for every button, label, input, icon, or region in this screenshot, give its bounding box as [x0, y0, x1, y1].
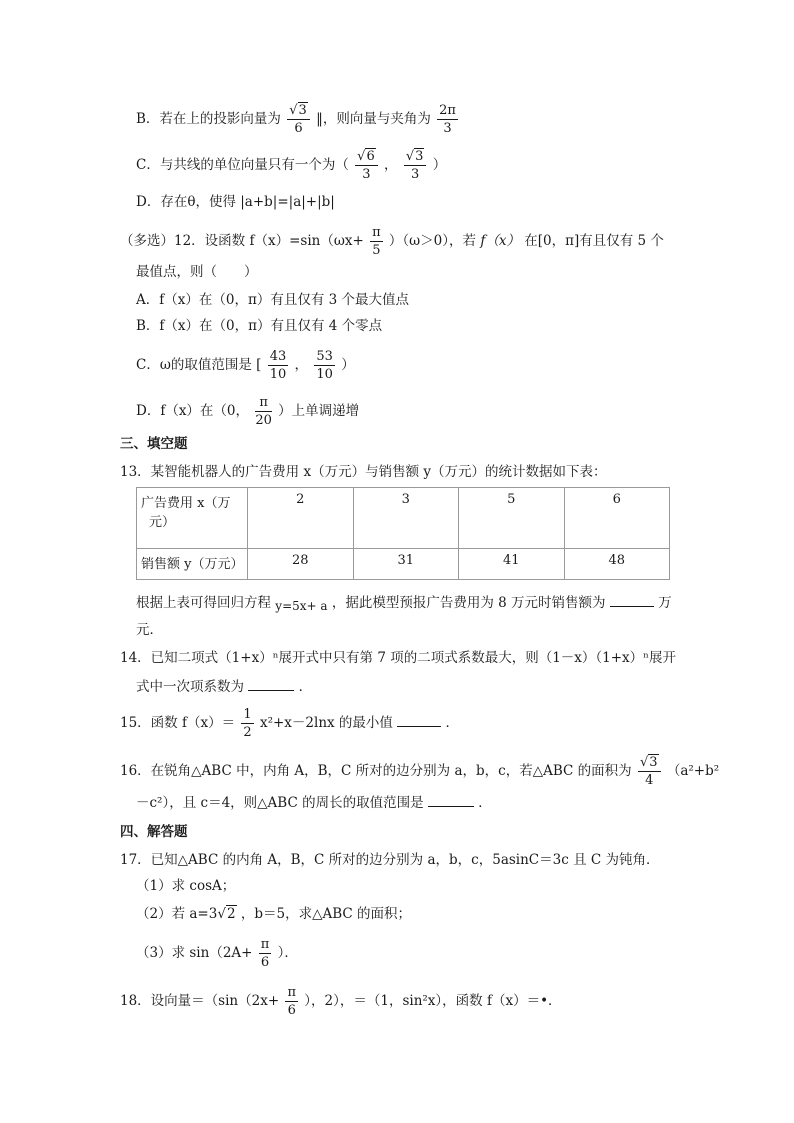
q12-stem	[120, 226, 664, 257]
q11-option-c-fraction2	[404, 150, 427, 181]
q12-tail: 在[0，π]有且仅有 5 个	[524, 233, 664, 249]
q16-tail: （a²+b²	[666, 763, 720, 779]
q16-fraction-num: √3	[638, 756, 661, 772]
q11-option-b-fraction2-num: 2π	[439, 103, 456, 118]
q12-fraction-num: π	[372, 225, 381, 240]
q12-option-d-fraction-den: 20	[255, 413, 272, 428]
q11-option-c-prefix: C．与共线的单位向量只有一个为（	[136, 157, 349, 173]
q12-fraction	[370, 226, 383, 257]
q11-option-c-fraction2-num: √3	[404, 150, 427, 166]
table-row	[137, 549, 670, 580]
q12-option-a: A．f（x）在（0，π）有且仅有 3 个最大值点	[136, 292, 409, 308]
q13-data-table	[136, 487, 670, 580]
section-answer-title: 四、解答题	[120, 824, 188, 840]
q16-stem-line2	[136, 792, 492, 813]
q17-stem: 17．已知△ABC 的内角 A，B，C 所对的边分别为 a，b，c，5asinC＝3c 且 C 为钝角．	[120, 852, 660, 868]
q14-answer-blank[interactable]	[248, 676, 294, 691]
q11-option-c-fraction1-num: √6	[355, 150, 378, 166]
q17-part2-suffix: ，b＝5，求△ABC 的面积；	[240, 906, 411, 922]
q13-after-line2: 元．	[136, 622, 163, 638]
q16-fraction-den: 4	[645, 773, 654, 788]
q11-option-d-expression: |a+b|=|a|+|b|	[240, 194, 335, 210]
q11-option-b-prefix: B．若在上的投影向量为	[136, 111, 281, 127]
q15-fraction	[241, 708, 253, 739]
q17-part3-fraction	[259, 938, 272, 969]
table-cell: 3	[353, 488, 459, 549]
q12-option-d	[136, 396, 359, 427]
q11-option-c-fraction2-den: 3	[410, 167, 420, 182]
q17-part3-prefix: （3）求 sin（2A+	[136, 945, 253, 961]
q11-option-c-radicand1: 6	[366, 149, 375, 164]
q12-option-c-comma: ，	[294, 357, 309, 373]
q12-option-b: B．f（x）在（0，π）有且仅有 4 个零点	[136, 318, 383, 334]
q16-line2-suffix: ．	[478, 795, 492, 811]
q12-option-c-prefix: C．ω的取值范围是 [	[136, 357, 262, 373]
q11-option-b-fraction	[287, 104, 310, 135]
q13-after-suffix: ，据此模型预报广告费用为 8 万元时销售额为	[331, 595, 606, 611]
q17-part2-radicand: 2	[226, 906, 236, 922]
q18-stem	[120, 986, 562, 1017]
q15-rest: x²+x－2lnx 的最小值	[259, 715, 393, 731]
q12-option-c-fraction2	[314, 350, 335, 381]
q11-option-d-prefix: D．存在θ，使得	[136, 194, 236, 210]
q12-option-d-fraction-num: π	[255, 396, 272, 412]
table-cell: 2	[248, 488, 354, 549]
q13-after-prefix: 根据上表可得回归方程	[136, 595, 271, 611]
q15-fraction-num: 1	[243, 707, 252, 722]
q14-stem-line2	[136, 676, 312, 697]
q13-row1-label	[137, 488, 248, 549]
q18-fraction-num: π	[287, 985, 296, 1000]
q17-part2-prefix: （2）若 a=3	[136, 906, 218, 922]
q18-fraction-den: 6	[287, 1003, 296, 1018]
table-cell: 31	[353, 549, 459, 580]
q13-row1-label-line1: 广告费用 x（万	[141, 496, 231, 511]
q12-option-c-fraction1	[268, 350, 289, 381]
q12-option-c-fraction1-den: 10	[269, 367, 287, 382]
q16-radicand: 3	[649, 755, 658, 770]
q17-part1: （1）求 cosA；	[136, 878, 236, 894]
q15-prefix: 15．函数 f（x）＝	[120, 715, 236, 731]
q16-prefix: 16．在锐角△ABC 中，内角 A，B，C 所对的边分别为 a，b，c，若△ABC 的面积为	[120, 763, 632, 779]
q11-option-d	[136, 192, 335, 212]
q16-line2-prefix: －c²），且 c＝4，则△ABC 的周长的取值范围是	[136, 795, 424, 811]
q17-part3-suffix: ）．	[277, 945, 298, 961]
q12-option-d-suffix: ）上单调递增	[278, 403, 360, 419]
q11-option-c-radicand2: 3	[415, 149, 424, 164]
q12-option-d-prefix: D．f（x）在（0，	[136, 403, 250, 419]
q11-option-c-suffix: ）	[432, 157, 447, 173]
q14-line2-prefix: 式中一次项系数为	[136, 679, 244, 695]
q12-fx: f（x）	[480, 233, 520, 249]
q11-option-b-fraction-num: √3	[287, 104, 310, 120]
q11-option-c-fraction1-den: 3	[362, 167, 371, 182]
q12-option-d-fraction	[255, 396, 272, 427]
q11-option-b-mid: ‖，则向量与夹角为	[316, 111, 431, 127]
q17-part3	[136, 938, 298, 969]
q11-option-b-radicand: 3	[298, 103, 307, 118]
q12-function: f（x）=sin（ωx+	[249, 233, 364, 249]
q12-stem-line2: 最值点，则（ ）	[136, 264, 258, 280]
q13-after-unit: 万	[658, 595, 672, 611]
q12-option-c	[136, 350, 355, 381]
q11-option-c	[136, 150, 446, 181]
q13-row1-label-line2: 元）	[149, 515, 176, 530]
q16-answer-blank[interactable]	[428, 792, 474, 807]
q15-suffix: ．	[445, 715, 460, 731]
table-cell: 48	[564, 549, 670, 580]
q11-option-b-fraction-den: 6	[294, 121, 303, 136]
q17-part2: （2）若 a=3√2 ，b＝5，求△ABC 的面积；	[136, 906, 411, 922]
table-cell: 6	[564, 488, 670, 549]
q13-after-table	[136, 592, 672, 613]
section-fill-in-title: 三、填空题	[120, 436, 188, 452]
q17-part3-fraction-den: 6	[260, 955, 270, 970]
q15-fraction-den: 2	[243, 725, 252, 740]
q14-line2-suffix: ．	[298, 679, 313, 695]
q12-mid: ）（ω＞0），若	[388, 233, 477, 249]
q18-suffix: ），2），＝（1，sin²x），函数 f（x）＝•．	[304, 993, 562, 1009]
q11-option-c-fraction1	[355, 150, 378, 181]
table-cell: 28	[248, 549, 354, 580]
q15-answer-blank[interactable]	[397, 712, 441, 727]
table-cell: 5	[459, 488, 565, 549]
table-cell: 41	[459, 549, 565, 580]
q16-stem	[120, 756, 719, 787]
q13-answer-blank[interactable]	[610, 592, 654, 607]
q15-stem	[120, 708, 459, 739]
q13-row2-label: 销售额 y（万元）	[137, 549, 248, 580]
q18-prefix: 18．设向量＝（sin（2x+	[120, 993, 280, 1009]
q18-fraction	[285, 986, 298, 1017]
q12-prefix: （多选）12．设函数	[120, 233, 246, 249]
q16-fraction	[638, 756, 661, 787]
q11-option-c-comma: ，	[384, 157, 398, 173]
q11-option-b-fraction2	[437, 104, 458, 135]
q13-regression-equation: y=5x+ a	[275, 599, 328, 613]
table-row	[137, 488, 670, 549]
q14-stem: 14．已知二项式（1+x）ⁿ展开式中只有第 7 项的二项式系数最大，则（1－x）（1+x）ⁿ展开	[120, 650, 677, 666]
q12-option-c-fraction2-num: 53	[316, 349, 333, 364]
q12-option-c-fraction1-num: 43	[269, 349, 287, 364]
q12-fraction-den: 5	[372, 243, 381, 258]
q12-option-c-fraction2-den: 10	[316, 367, 333, 382]
q17-part3-fraction-num: π	[260, 937, 270, 952]
q11-option-b	[136, 104, 460, 135]
q11-option-b-fraction2-den: 3	[443, 121, 452, 136]
q13-stem: 13．某智能机器人的广告费用 x（万元）与销售额 y（万元）的统计数据如下表：	[120, 464, 607, 480]
q12-option-c-suffix: ）	[341, 357, 355, 373]
